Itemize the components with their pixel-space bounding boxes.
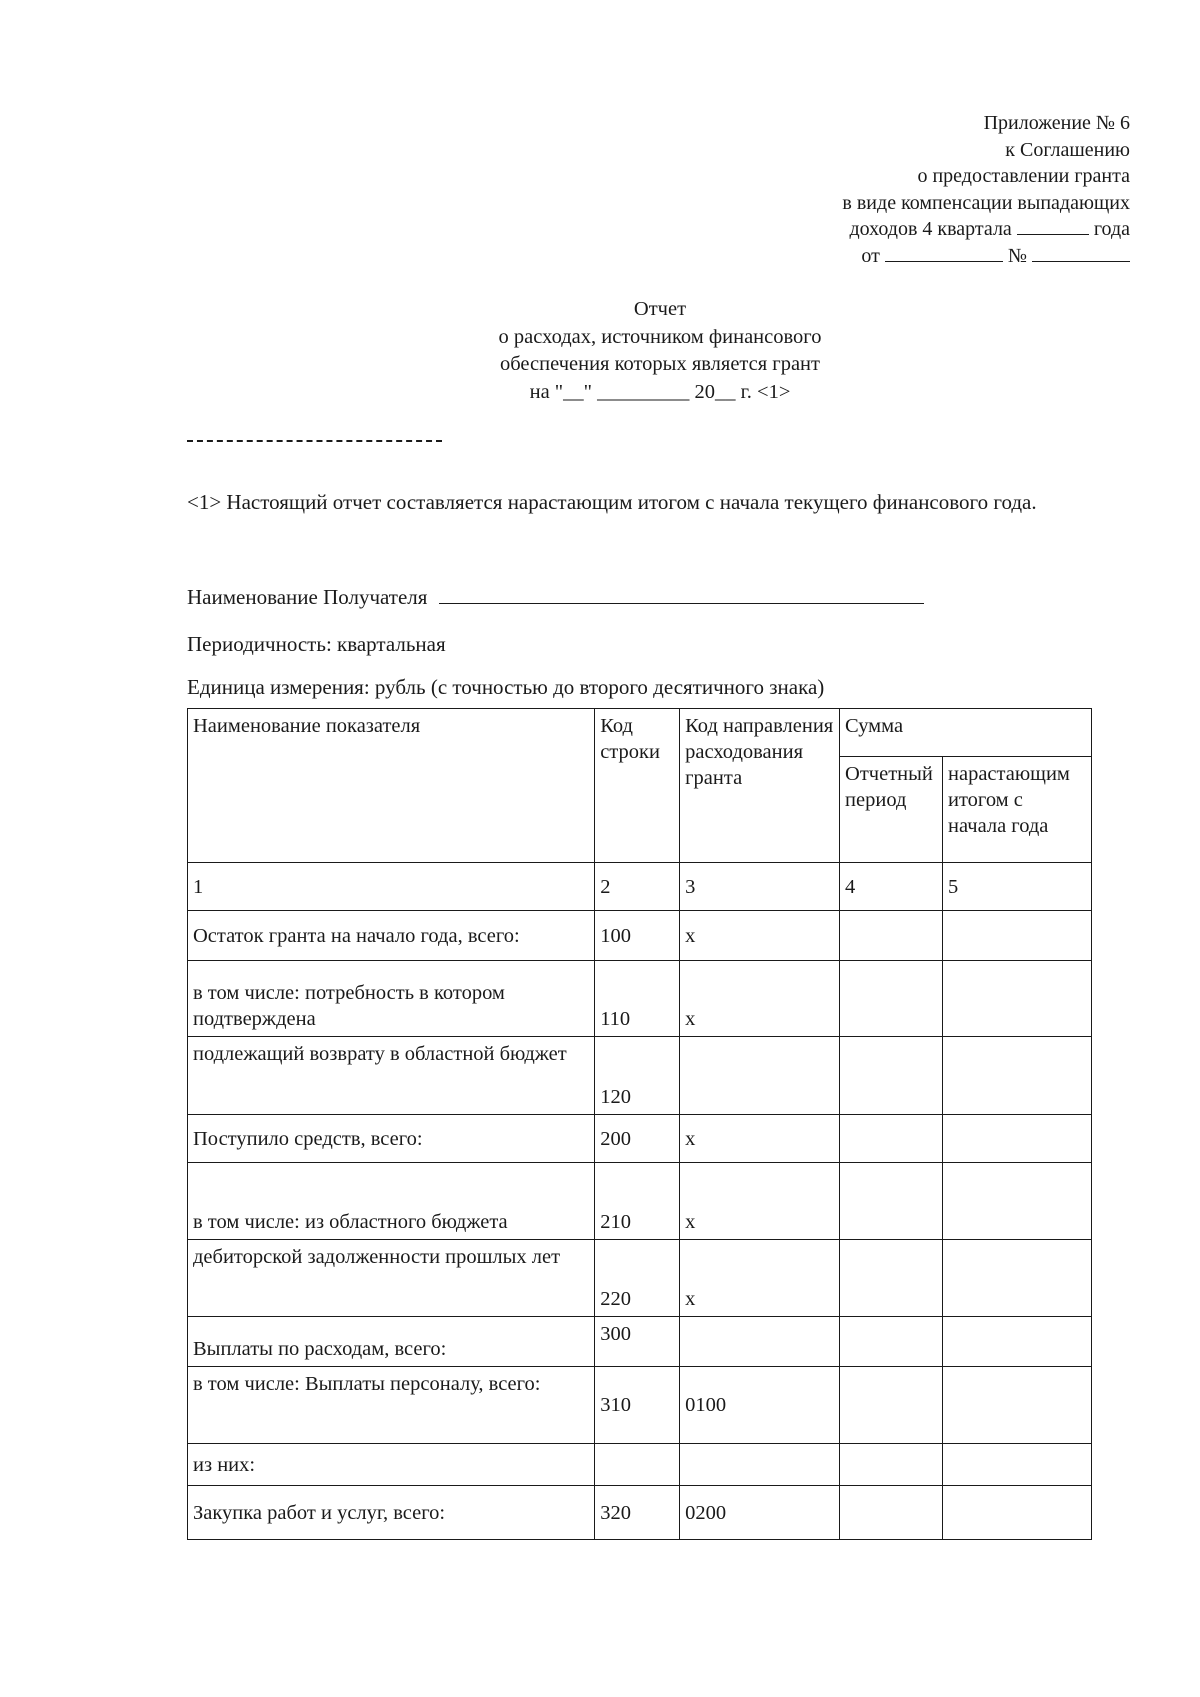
row-period-value [840,1444,943,1486]
row-code: 300 [595,1317,680,1367]
title-line-1: Отчет [633,298,687,320]
row-name: Поступило средств, всего: [188,1115,595,1163]
annex-line-4: в виде компенсации выпадающих [842,191,1130,214]
row-code: 210 [595,1163,680,1240]
row-name: в том числе: из областного бюджета [188,1163,595,1240]
title-line-3: обеспечения которых является грант [500,353,820,375]
header-reporting-period: Отчетный период [840,757,943,863]
row-cumulative-value [943,1037,1092,1115]
row-direction: x [680,1240,840,1317]
row-period-value [840,1037,943,1115]
row-direction: x [680,1163,840,1240]
table-row [188,1037,1092,1115]
row-code: 120 [595,1037,680,1115]
column-number: 2 [595,863,680,911]
row-code: 310 [595,1367,680,1444]
row-cumulative-value [943,961,1092,1037]
row-cumulative-value [943,1115,1092,1163]
table-row [188,1317,1092,1367]
row-period-value [840,1240,943,1317]
annex-header [630,110,1130,269]
table-row [188,1115,1092,1163]
row-period-value [840,1163,943,1240]
annex-date-label: от [861,244,880,267]
row-cumulative-value [943,1486,1092,1540]
header-name: Наименование показателя [188,709,595,863]
row-direction [680,1037,840,1115]
annex-year-label: года [1093,218,1130,240]
footnote: <1> Настоящий отчет составляется нарастающим итогом с начала текущего финансового года. [187,490,1037,514]
row-direction: x [680,1115,840,1163]
periodicity-field: Периодичность: квартальная [187,632,446,656]
row-cumulative-value [943,1317,1092,1367]
column-number: 5 [943,863,1092,911]
row-period-value [840,911,943,961]
column-number: 4 [840,863,943,911]
row-code: 320 [595,1486,680,1540]
row-direction: 0200 [680,1486,840,1540]
row-name: в том числе: потребность в котором подтверждена [188,961,595,1037]
annex-line-1: Приложение № 6 [983,112,1130,134]
annex-number-label: № [1007,244,1027,267]
column-number: 3 [680,863,840,911]
row-period-value [840,1367,943,1444]
recipient-label: Наименование Получателя [187,585,428,609]
row-cumulative-value [943,1444,1092,1486]
row-code [595,1444,680,1486]
table-row [188,961,1092,1037]
row-period-value [840,1115,943,1163]
row-cumulative-value [943,1240,1092,1317]
table-row [188,1240,1092,1317]
table-row [188,911,1092,961]
row-direction: x [680,961,840,1037]
report-title [400,296,920,406]
row-period-value [840,1317,943,1367]
row-name: Закупка работ и услуг, всего: [188,1486,595,1540]
row-direction: 0100 [680,1367,840,1444]
row-cumulative-value [943,1163,1092,1240]
row-code: 220 [595,1240,680,1317]
row-name: Выплаты по расходам, всего: [188,1317,595,1367]
footnote-separator [187,440,442,442]
table-row [188,1367,1092,1444]
header-row-1 [188,709,1092,757]
row-direction [680,1317,840,1367]
row-name: подлежащий возврату в областной бюджет [188,1037,595,1115]
report-table [187,708,1092,1540]
annex-line-6 [630,243,1130,270]
row-name: Остаток гранта на начало года, всего: [188,911,595,961]
recipient-blank [439,583,924,604]
row-cumulative-value [943,1367,1092,1444]
annex-line-3: о предоставлении гранта [917,165,1130,187]
annex-quarter-label: доходов 4 квартала [849,218,1012,240]
row-code: 100 [595,911,680,961]
number-blank [1032,243,1130,262]
recipient-field [187,583,924,610]
row-cumulative-value [943,911,1092,961]
row-period-value [840,1486,943,1540]
row-name: дебиторской задолженности прошлых лет [188,1240,595,1317]
annex-line-2: к Соглашению [1005,138,1130,161]
year-blank [1017,216,1089,235]
table-row [188,1163,1092,1240]
row-name: в том числе: Выплаты персоналу, всего: [188,1367,595,1444]
date-blank [885,243,1003,262]
annex-line-5 [630,216,1130,243]
table-row [188,1444,1092,1486]
header-sum: Сумма [840,709,1092,757]
row-direction [680,1444,840,1486]
row-code: 200 [595,1115,680,1163]
title-line-2: о расходах, источником финансового [498,325,822,348]
row-direction: x [680,911,840,961]
header-cumulative: нарастающим итогом с начала года [943,757,1092,863]
header-line-code: Код строки [595,709,680,863]
row-period-value [840,961,943,1037]
header-direction-code: Код направления расходования гранта [680,709,840,863]
column-numbers-row [188,863,1092,911]
table-row [188,1486,1092,1540]
row-code: 110 [595,961,680,1037]
column-number: 1 [188,863,595,911]
title-line-4: на "__" _________ 20__ г. <1> [529,380,791,403]
row-name: из них: [188,1444,595,1486]
unit-field: Единица измерения: рубль (с точностью до второго десятичного знака) [187,675,825,699]
